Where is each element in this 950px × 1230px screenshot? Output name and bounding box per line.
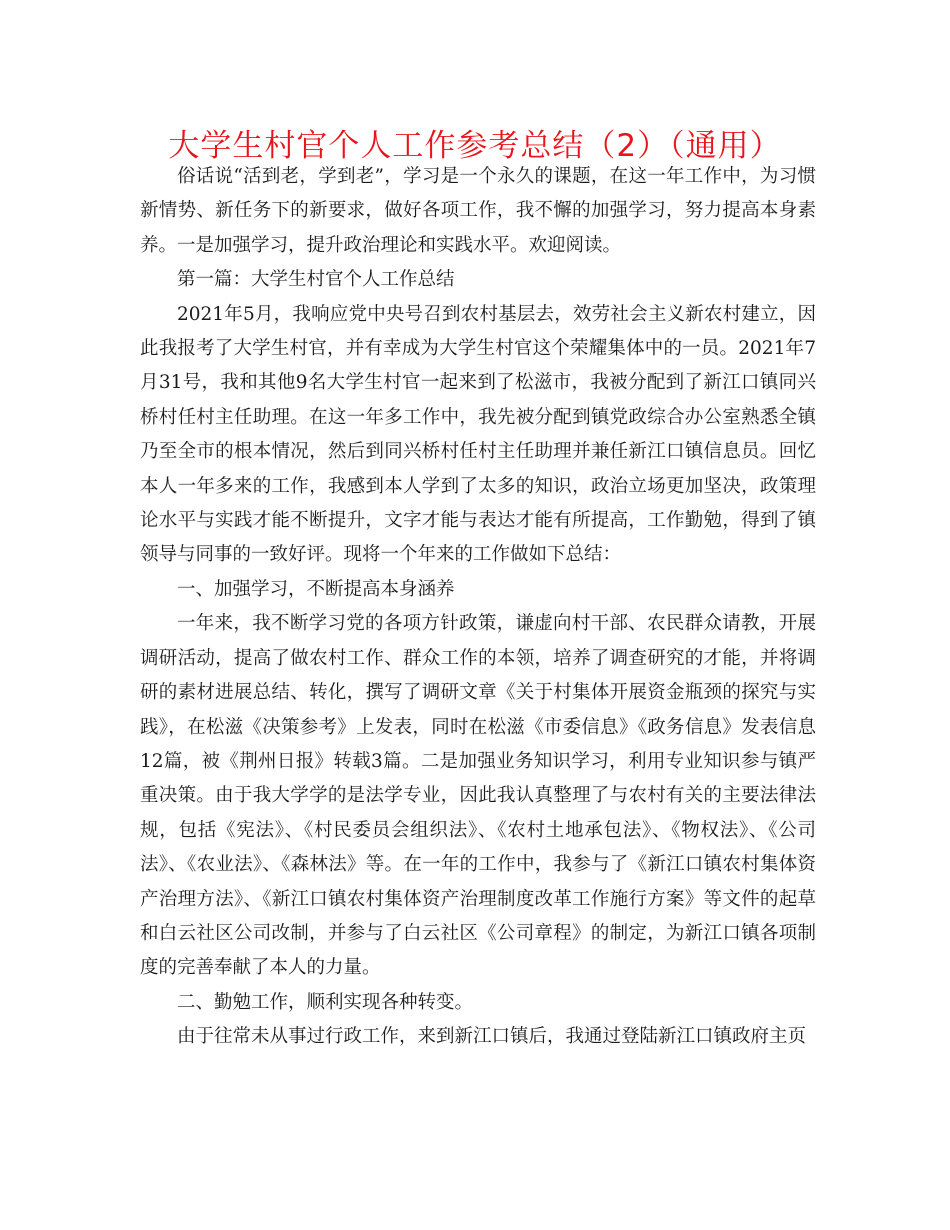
paragraph-background: 2021年5月，我响应党中央号召到农村基层去，效劳社会主义新农村建立，因此我报考了大学生村官，并有幸成为大学生村官这个荣耀集体中的一员。2021年7月31号，我和其他9名大学生村官一起来到了松滋市，我被分配到了新江口镇同兴桥村任村主任助理。在这一年多工作中，我先被分配到镇党政综合办公室熟悉全镇乃至全市的根本情况，然后到同兴桥村任村主任助理并兼任新江口镇信息员。回忆本人一年多来的工作，我感到本人学到了太多的知识，政治立场更加坚决，政策理论水平与实践才能不断提升，文字才能与表达才能有所提高，工作勤勉，得到了镇领导与同事的一致好评。现将一个年来的工作做如下总结： [140, 303, 816, 566]
paragraph-intro: 俗话说“活到老，学到老”，学习是一个永久的课题，在这一年工作中，为习惯新情势、新任务下的新要求，做好各项工作，我不懈的加强学习，努力提高本身素养。一是加强学习，提升政治理论和实践水平。欢迎阅读。 [140, 166, 816, 256]
paragraph-study: 一年来，我不断学习党的各项方针政策，谦虚向村干部、农民群众请教，开展调研活动，提高了做农村工作、群众工作的本领，培养了调查研究的才能，并将调研的素材进展总结、转化，撰写了调研文章《关于村集体开展资金瓶颈的探究与实践》，在松滋《决策参考》上发表，同时在松滋《市委信息》《政务信息》发表信息12篇，被《荆州日报》转载3篇。二是加强业务知识学习，利用专业知识参与镇严重决策。由于我大学学的是法学专业，因此我认真整理了与农村有关的主要法律法规，包括《宪法》、《村民委员会组织法》、《农村土地承包法》、《物权法》、《公司法》、《农业法》、《森林法》等。在一年的工作中，我参与了《新江口镇农村集体资产治理方法》、《新江口镇农村集体资产治理制度改革工作施行方案》等文件的起草和白云社区公司改制，并参与了白云社区《公司章程》的制定，为新江口镇各项制度的完善奉献了本人的力量。 [140, 613, 816, 979]
paragraph-heading-1: 一、加强学习，不断提高本身涵养 [177, 578, 455, 600]
paragraph-work: 由于往常未从事过行政工作，来到新江口镇后，我通过登陆新江口镇政府主页 [177, 1026, 807, 1048]
paragraph-section-heading: 第一篇：大学生村官个人工作总结 [177, 269, 455, 291]
paragraph-heading-2: 二、勤勉工作，顺利实现各种转变。 [177, 991, 474, 1013]
document-body [140, 160, 816, 1055]
document-title: 大学生村官个人工作参考总结（2）（通用） [168, 128, 782, 164]
